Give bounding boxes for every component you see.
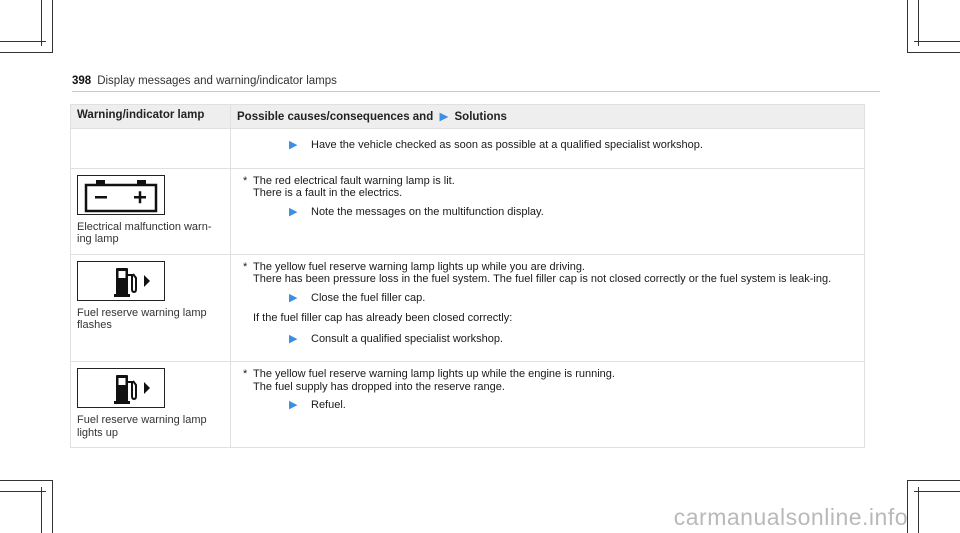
action-text: Note the messages on the multifunction display. bbox=[311, 205, 544, 218]
cause-item bbox=[237, 175, 858, 200]
header-lamp: Warning/indicator lamp bbox=[71, 105, 231, 129]
cause-star: * bbox=[243, 260, 248, 273]
lamp-cell bbox=[71, 168, 231, 254]
action-arrow-icon: ▶ bbox=[289, 139, 298, 151]
crop-mark-top-right-v bbox=[918, 0, 919, 46]
condition-note: If the fuel filler cap has already been closed correctly: bbox=[253, 312, 513, 324]
action-text: Refuel. bbox=[311, 399, 346, 411]
action-text: Close the fuel filler cap. bbox=[311, 291, 426, 304]
crop-mark-bottom-left-h2 bbox=[0, 480, 53, 481]
causes-cell bbox=[231, 168, 865, 254]
causes-cell bbox=[231, 362, 865, 448]
crop-mark-top-left-h bbox=[0, 41, 46, 42]
table-row bbox=[71, 362, 865, 448]
cause-line: There is a fault in the electrics. bbox=[253, 187, 403, 199]
crop-mark-top-right-v2 bbox=[907, 0, 908, 53]
cause-line: The yellow fuel reserve warning lamp lights up while you are driving. bbox=[253, 260, 585, 273]
crop-mark-bottom-right-h bbox=[914, 491, 960, 492]
lamp-name: Electrical malfunction warn-ing lamp bbox=[77, 220, 212, 245]
cause-item bbox=[237, 261, 858, 286]
causes-cell bbox=[231, 254, 865, 362]
action-arrow-icon: ▶ bbox=[439, 111, 449, 123]
action-arrow-icon: ▶ bbox=[289, 332, 298, 345]
header-causes-suffix: Solutions bbox=[454, 111, 507, 123]
header-causes-prefix: Possible causes/consequences and bbox=[237, 111, 434, 123]
action-arrow-icon: ▶ bbox=[289, 291, 298, 304]
table-row bbox=[71, 254, 865, 362]
warning-lamp-table bbox=[70, 104, 865, 448]
action-arrow-icon: ▶ bbox=[289, 205, 298, 218]
section-title: Display messages and warning/indicator lamps bbox=[97, 75, 337, 87]
lamp-name: Fuel reserve warning lamp lights up bbox=[77, 414, 207, 439]
crop-mark-bottom-right-v bbox=[918, 487, 919, 533]
lamp-name: Fuel reserve warning lamp flashes bbox=[77, 306, 207, 331]
watermark: carmanualsonline.info bbox=[673, 504, 908, 530]
page-header bbox=[72, 75, 337, 87]
cause-line: The red electrical fault warning lamp is lit. bbox=[253, 174, 455, 187]
action-text: Have the vehicle checked as soon as possible at a qualified specialist workshop. bbox=[311, 139, 703, 151]
table-row bbox=[71, 168, 865, 254]
fuel-pump-icon bbox=[77, 261, 165, 301]
crop-mark-bottom-right-h2 bbox=[907, 480, 960, 481]
lamp-cell bbox=[71, 254, 231, 362]
battery-icon bbox=[77, 175, 165, 215]
header-rule bbox=[72, 91, 880, 92]
causes-cell bbox=[231, 129, 865, 169]
fuel-pump-icon bbox=[77, 368, 165, 408]
crop-mark-top-left-v2 bbox=[52, 0, 53, 53]
action-text: Consult a qualified specialist workshop. bbox=[311, 332, 503, 345]
cause-star: * bbox=[243, 174, 248, 187]
crop-mark-top-left-v bbox=[41, 0, 42, 46]
crop-mark-bottom-left-v2 bbox=[52, 480, 53, 533]
cause-item bbox=[237, 368, 858, 393]
action-item bbox=[237, 399, 858, 412]
crop-mark-top-right-h bbox=[914, 41, 960, 42]
cause-line: The yellow fuel reserve warning lamp lights up while the engine is running. bbox=[253, 368, 615, 380]
action-item bbox=[237, 206, 858, 219]
action-item bbox=[237, 333, 858, 346]
action-item bbox=[237, 292, 858, 305]
cause-line: There has been pressure loss in the fuel system. The fuel filler cap is not closed correctly or the fuel system is leak-ing. bbox=[253, 273, 832, 285]
table-row bbox=[71, 129, 865, 169]
cause-star: * bbox=[243, 368, 248, 380]
table-header-row bbox=[71, 105, 865, 129]
crop-mark-top-left-h2 bbox=[0, 52, 53, 53]
cause-line: The fuel supply has dropped into the reserve range. bbox=[253, 380, 505, 393]
crop-mark-bottom-left-v bbox=[41, 487, 42, 533]
crop-mark-top-right-h2 bbox=[907, 52, 960, 53]
crop-mark-bottom-left-h bbox=[0, 491, 46, 492]
lamp-cell-empty bbox=[71, 129, 231, 169]
header-causes bbox=[231, 105, 865, 129]
lamp-cell bbox=[71, 362, 231, 448]
action-arrow-icon: ▶ bbox=[289, 399, 298, 411]
action-item bbox=[237, 139, 858, 152]
page-number: 398 bbox=[72, 75, 92, 87]
